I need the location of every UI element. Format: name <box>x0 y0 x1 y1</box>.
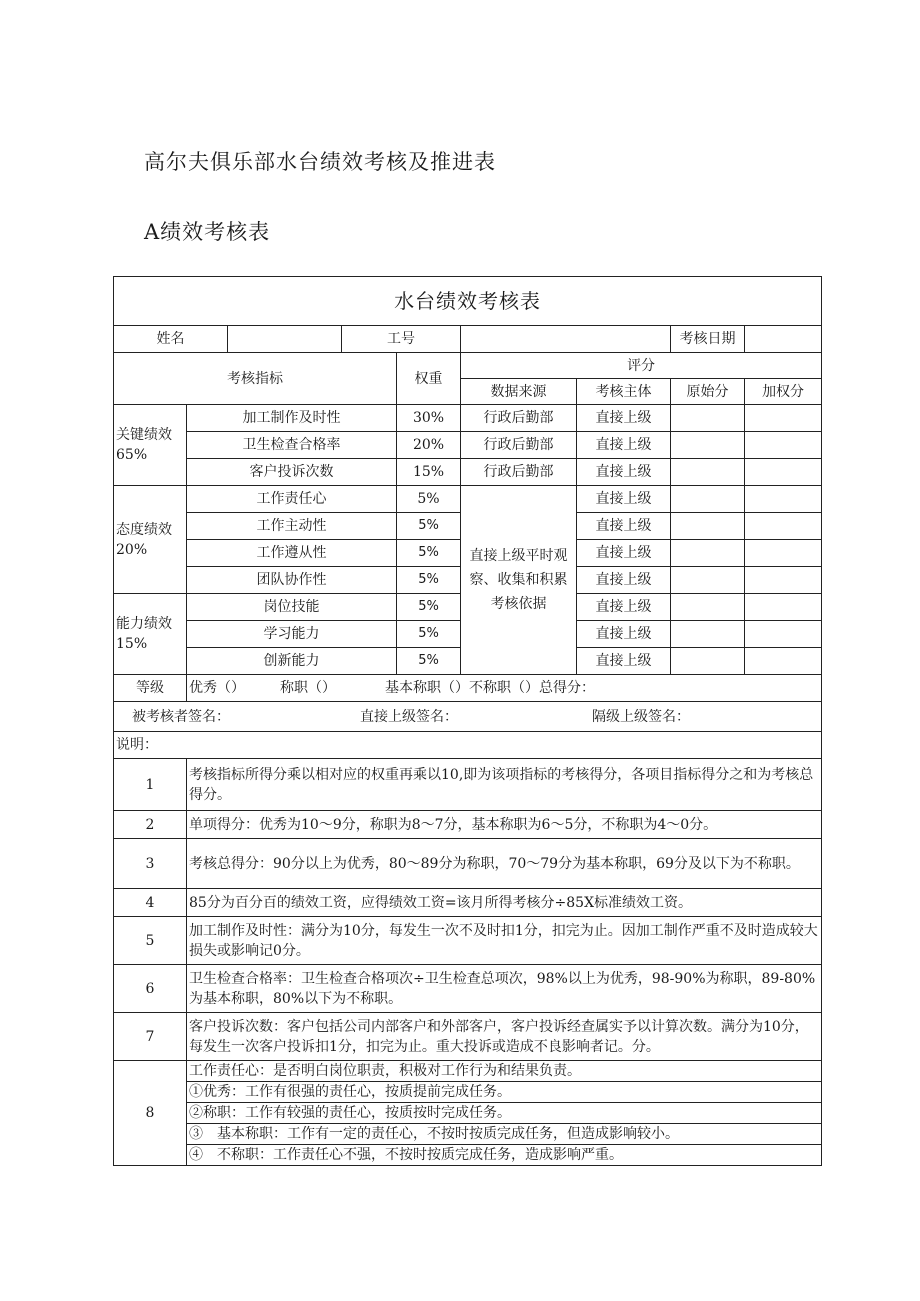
indicator-weight: 5% <box>397 621 461 648</box>
note-text: 考核总得分：90分以上为优秀，80～89分为称职，70～79分为基本称职，69分及以下为不称职。 <box>187 839 822 889</box>
raw-score-cell[interactable] <box>671 405 745 432</box>
date-field[interactable] <box>745 326 822 353</box>
assessor: 直接上级 <box>577 432 671 459</box>
note8-line: 工作责任心：是否明白岗位职责，积极对工作行为和结果负责。 <box>187 1061 822 1082</box>
assessor: 直接上级 <box>577 567 671 594</box>
category-attitude: 态度绩效 20% <box>114 486 187 594</box>
name-label: 姓名 <box>114 326 228 353</box>
signature-row <box>114 702 822 732</box>
note-number: 2 <box>114 811 187 839</box>
indicator-name: 工作责任心 <box>187 486 397 513</box>
note-text: 单项得分：优秀为10～9分，称职为8～7分，基本称职为6～5分，不称职为4～0分。 <box>187 811 822 839</box>
employee-id-label: 工号 <box>342 326 461 353</box>
raw-score-cell[interactable] <box>671 432 745 459</box>
note-text: 85分为百分百的绩效工资，应得绩效工资=该月所得考核分÷85X标准绩效工资。 <box>187 889 822 917</box>
weighted-score-cell[interactable] <box>745 621 822 648</box>
name-field[interactable] <box>228 326 342 353</box>
weighted-score-cell[interactable] <box>745 540 822 567</box>
assessor: 直接上级 <box>577 621 671 648</box>
note8-line: ④ 不称职：工作责任心不强，不按时按质完成任务，造成影响严重。 <box>187 1145 822 1166</box>
merged-data-source: 直接上级平时观察、收集和积累考核依据 <box>461 486 577 675</box>
indicator-weight: 15% <box>397 459 461 486</box>
raw-score-cell[interactable] <box>671 486 745 513</box>
document-title: 高尔夫俱乐部水台绩效考核及推进表 <box>144 150 496 174</box>
indicator-weight: 30% <box>397 405 461 432</box>
raw-score-cell[interactable] <box>671 648 745 675</box>
header-raw: 原始分 <box>671 379 745 405</box>
assessment-table <box>113 276 822 1166</box>
header-subject: 考核主体 <box>577 379 671 405</box>
employee-id-field[interactable] <box>461 326 671 353</box>
note-number: 4 <box>114 889 187 917</box>
note8-line: ①优秀：工作有很强的责任心，按质提前完成任务。 <box>187 1082 822 1103</box>
header-indicator: 考核指标 <box>114 353 397 405</box>
note-number: 5 <box>114 917 187 965</box>
data-source: 行政后勤部 <box>461 459 577 486</box>
table-title: 水台绩效考核表 <box>114 277 822 326</box>
note-number: 7 <box>114 1013 187 1061</box>
weighted-score-cell[interactable] <box>745 486 822 513</box>
indicator-weight: 5% <box>397 594 461 621</box>
indicator-name: 卫生检查合格率 <box>187 432 397 459</box>
note8-line: ②称职：工作有较强的责任心，按质按时完成任务。 <box>187 1103 822 1124</box>
grade-label: 等级 <box>114 675 187 702</box>
weighted-score-cell[interactable] <box>745 648 822 675</box>
indicator-name: 工作主动性 <box>187 513 397 540</box>
indicator-name: 工作遵从性 <box>187 540 397 567</box>
skip-level-signature-label: 隔级上级签名： <box>592 708 690 725</box>
weighted-score-cell[interactable] <box>745 594 822 621</box>
note-number: 6 <box>114 965 187 1013</box>
raw-score-cell[interactable] <box>671 621 745 648</box>
indicator-name: 团队协作性 <box>187 567 397 594</box>
header-score: 评分 <box>461 353 822 379</box>
indicator-weight: 5% <box>397 567 461 594</box>
assessor: 直接上级 <box>577 459 671 486</box>
raw-score-cell[interactable] <box>671 540 745 567</box>
indicator-weight: 20% <box>397 432 461 459</box>
grade-options[interactable]: 优秀（） 称职（） 基本称职（）不称职（）总得分： <box>187 675 822 702</box>
raw-score-cell[interactable] <box>671 594 745 621</box>
note-number: 8 <box>114 1061 187 1166</box>
indicator-name: 岗位技能 <box>187 594 397 621</box>
note-text: 加工制作及时性：满分为10分，每发生一次不及时扣1分，扣完为止。因加工制作严重不及时造成较大损失或影响记0分。 <box>187 917 822 965</box>
indicator-weight: 5% <box>397 486 461 513</box>
indicator-name: 学习能力 <box>187 621 397 648</box>
date-label: 考核日期 <box>671 326 745 353</box>
assessee-signature-label: 被考核者签名： <box>132 708 230 725</box>
raw-score-cell[interactable] <box>671 513 745 540</box>
note-text: 客户投诉次数：客户包括公司内部客户和外部客户，客户投诉经查属实予以计算次数。满分为10分，每发生一次客户投诉扣1分，扣完为止。重大投诉或造成不良影响者记。分。 <box>187 1013 822 1061</box>
note-number: 3 <box>114 839 187 889</box>
weighted-score-cell[interactable] <box>745 459 822 486</box>
assessor: 直接上级 <box>577 540 671 567</box>
header-source: 数据来源 <box>461 379 577 405</box>
data-source: 行政后勤部 <box>461 405 577 432</box>
header-weighted: 加权分 <box>745 379 822 405</box>
notes-label: 说明： <box>114 732 822 759</box>
indicator-name: 客户投诉次数 <box>187 459 397 486</box>
note-text: 卫生检查合格率：卫生检查合格项次÷卫生检查总项次，98%以上为优秀，98-90%为称职，89-80%为基本称职，80%以下为不称职。 <box>187 965 822 1013</box>
raw-score-cell[interactable] <box>671 459 745 486</box>
note8-line: ③ 基本称职：工作有一定的责任心，不按时按质完成任务，但造成影响较小。 <box>187 1124 822 1145</box>
category-key: 关键绩效 65% <box>114 405 187 486</box>
weighted-score-cell[interactable] <box>745 567 822 594</box>
assessor: 直接上级 <box>577 486 671 513</box>
category-ability: 能力绩效 15% <box>114 594 187 675</box>
note-text: 考核指标所得分乘以相对应的权重再乘以10,即为该项指标的考核得分，各项目指标得分之和为考核总得分。 <box>187 759 822 811</box>
data-source: 行政后勤部 <box>461 432 577 459</box>
raw-score-cell[interactable] <box>671 567 745 594</box>
weighted-score-cell[interactable] <box>745 513 822 540</box>
assessor: 直接上级 <box>577 513 671 540</box>
direct-supervisor-signature-label: 直接上级签名： <box>360 708 458 725</box>
assessor: 直接上级 <box>577 594 671 621</box>
header-weight: 权重 <box>397 353 461 405</box>
weighted-score-cell[interactable] <box>745 405 822 432</box>
note-number: 1 <box>114 759 187 811</box>
assessor: 直接上级 <box>577 405 671 432</box>
weighted-score-cell[interactable] <box>745 432 822 459</box>
indicator-weight: 5% <box>397 648 461 675</box>
section-title: A绩效考核表 <box>144 220 271 244</box>
indicator-weight: 5% <box>397 513 461 540</box>
indicator-name: 创新能力 <box>187 648 397 675</box>
indicator-weight: 5% <box>397 540 461 567</box>
assessor: 直接上级 <box>577 648 671 675</box>
indicator-name: 加工制作及时性 <box>187 405 397 432</box>
